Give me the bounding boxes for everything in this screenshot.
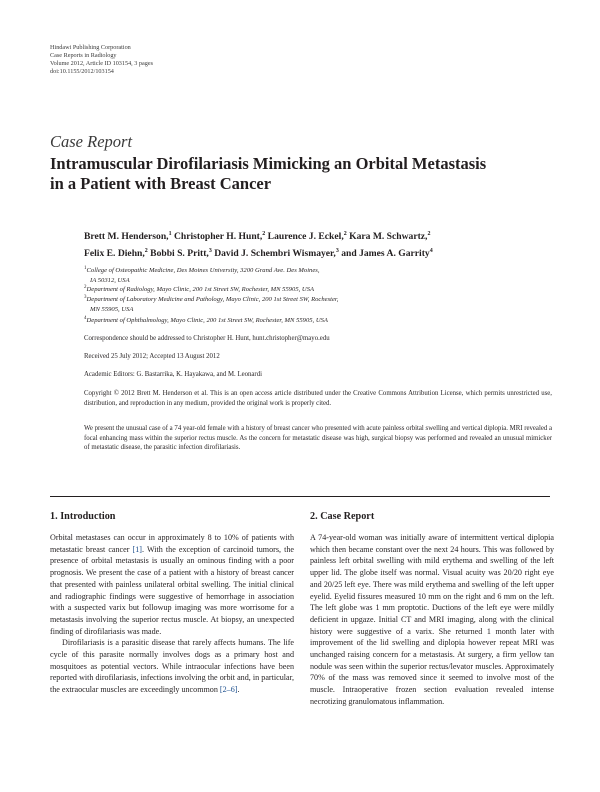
affil-text: Department of Ophthalmology, Mayo Clinic, 200 1st Street SW, Rochester, MN 55905, USA [86, 317, 328, 325]
citation-link[interactable]: [2–6] [219, 685, 238, 695]
section-divider [50, 496, 550, 497]
author-line-2 [84, 244, 554, 261]
title-line-1: Intramuscular Dirofilariasis Mimicking an Orbital Metastasis [50, 154, 487, 173]
affil-text: Department of Laboratory Medicine and Pathology, Mayo Clinic, 200 1st Street SW, Rochester, [86, 296, 339, 304]
author-affil-num: 3 [335, 248, 339, 255]
text-run: Dirofilariasis is a parasitic disease that rarely affects humans. The life cycle of this parasite normally involves dogs as a primary host and mosquitoes as potential vectors. While intraocular infections have been reported with dirofilariasis, infections involving the orbit and, in particular, the extraocular muscles are exceedingly uncommon [50, 638, 294, 695]
affil-cont: IA 50312, USA [90, 276, 130, 284]
author-affil-num: 2 [262, 231, 266, 237]
received-dates: Received 25 July 2012; Accepted 13 August 2012 [84, 353, 220, 360]
text-run: . With the exception of carcinoid tumors, the presence of orbital metastasis is usually an ominous finding with a poor prognosis. We present the case of a patient with a history of breast cancer that presented with painless unilateral orbital swelling. The initial clinical and radiographic findings were suggestive of hemorrhage in association with a suspected varix but followup imaging was more worrisome for a metastasis involving the superior rectus muscle. At biopsy, an unexpected finding of dirofilariasis was made. [50, 544, 294, 636]
affiliation-3 [84, 293, 338, 314]
affiliation-4 [84, 314, 328, 326]
correspondence: Correspondence should be addressed to Christopher H. Hunt, hunt.christopher@mayo.edu [84, 335, 330, 342]
author-name: Bobbi S. Pritt, [147, 248, 209, 260]
author-name: Christopher H. Hunt, [171, 231, 263, 243]
text-run: . [237, 685, 240, 695]
case-heading: 2. Case Report [310, 511, 375, 522]
affil-text: College of Osteopathic Medicine, Des Moines University, 3200 Grand Ave. Des Moines, [86, 267, 320, 275]
intro-paragraph-2 [50, 637, 294, 696]
author-name: Laurence J. Eckel, [265, 231, 344, 243]
author-name: and James A. Garrity [338, 248, 430, 260]
affil-num: 3 [84, 295, 87, 300]
author-name: Felix E. Diehn, [84, 248, 145, 260]
intro-paragraph-1 [50, 532, 294, 637]
intro-column [50, 532, 294, 696]
affil-num: 2 [84, 285, 87, 290]
copyright-notice: Copyright © 2012 Brett M. Henderson et al. This is an open access article distributed under the Creative Commons Attribution License, which permits unrestricted use, distribution, and reproduction in any medium, provided the original work is properly cited. [84, 390, 552, 407]
abstract: We present the unusual case of a 74 year-old female with a history of breast cancer who presented with acute painless orbital swelling and vertical diplopia. MRI revealed a focal enhancing mass within the superior rectus muscle. As the concern for metastatic disease was high, surgical biopsy was performed and revealed an unusual mimicker of metastatic disease, the parasitic infection dirofilariasis. [84, 425, 552, 452]
author-affil-num: 4 [429, 248, 433, 255]
journal-line: Case Reports in Radiology [50, 52, 117, 59]
author-name: David J. Schembri Wismayer, [211, 248, 336, 260]
author-affil-num: 2 [427, 231, 431, 237]
intro-heading: 1. Introduction [50, 511, 116, 522]
author-list [84, 227, 554, 261]
affil-cont: MN 55905, USA [90, 305, 134, 313]
citation-link[interactable]: [1] [132, 544, 142, 554]
text-run: Orbital metastases can occur in approximately 8 to 10% of patients with metastatic breast cancer [50, 533, 294, 554]
article-type: Case Report [50, 132, 133, 151]
author-line-1 [84, 227, 554, 244]
publisher-line: Hindawi Publishing Corporation [50, 44, 131, 51]
author-affil-num: 1 [168, 231, 172, 237]
affil-num: 4 [84, 316, 87, 321]
academic-editors: Academic Editors: G. Bastarrika, K. Hayakawa, and M. Leonardi [84, 371, 262, 378]
affiliation-1 [84, 264, 320, 285]
title-line-2: in a Patient with Breast Cancer [50, 174, 272, 193]
author-affil-num: 2 [343, 231, 347, 237]
author-name: Brett M. Henderson, [84, 231, 169, 243]
author-affil-num: 3 [208, 248, 212, 255]
article-title [50, 154, 550, 194]
volume-line: Volume 2012, Article ID 103154, 3 pages [50, 60, 153, 67]
author-affil-num: 2 [144, 248, 148, 255]
affil-num: 1 [84, 266, 87, 271]
affil-text: Department of Radiology, Mayo Clinic, 200 1st Street SW, Rochester, MN 55905, USA [86, 286, 315, 294]
doi-line: doi:10.1155/2012/103154 [50, 68, 114, 75]
author-name: Kara M. Schwartz, [346, 231, 428, 243]
case-column [310, 532, 554, 708]
case-paragraph-1: A 74-year-old woman was initially aware of intermittent vertical diplopia which then became constant over the next 24 hours. This was followed by painless left orbital swelling with mild erythema and swelling of the left upper lid. The globe itself was normal. Visual acuity was 20/20 right eye and 20/25 left eye. There was mild erythema and swelling of the left upper eyelid. Eyelid fissures measured 10 mm on the right and 6 mm on the left. The left globe was 1 mm proptotic. Ductions of the left eye were mildly deficient in upgaze. Initial CT and MRI imaging, along with the clinical history were suggestive of a varix. She returned 1 month later with improvement of the lid swelling and diplopia however repeat MRI was unchanged raising concern for a metastasis. At surgery, a firm yellow tan nodule was seen within the superior rectus/levator muscles. Approximately 70% of the mass was removed since it seemed to involve most of the muscle. Intraoperative frozen section evaluation revealed intense necrotizing granulomatous inflammation. [310, 533, 554, 706]
